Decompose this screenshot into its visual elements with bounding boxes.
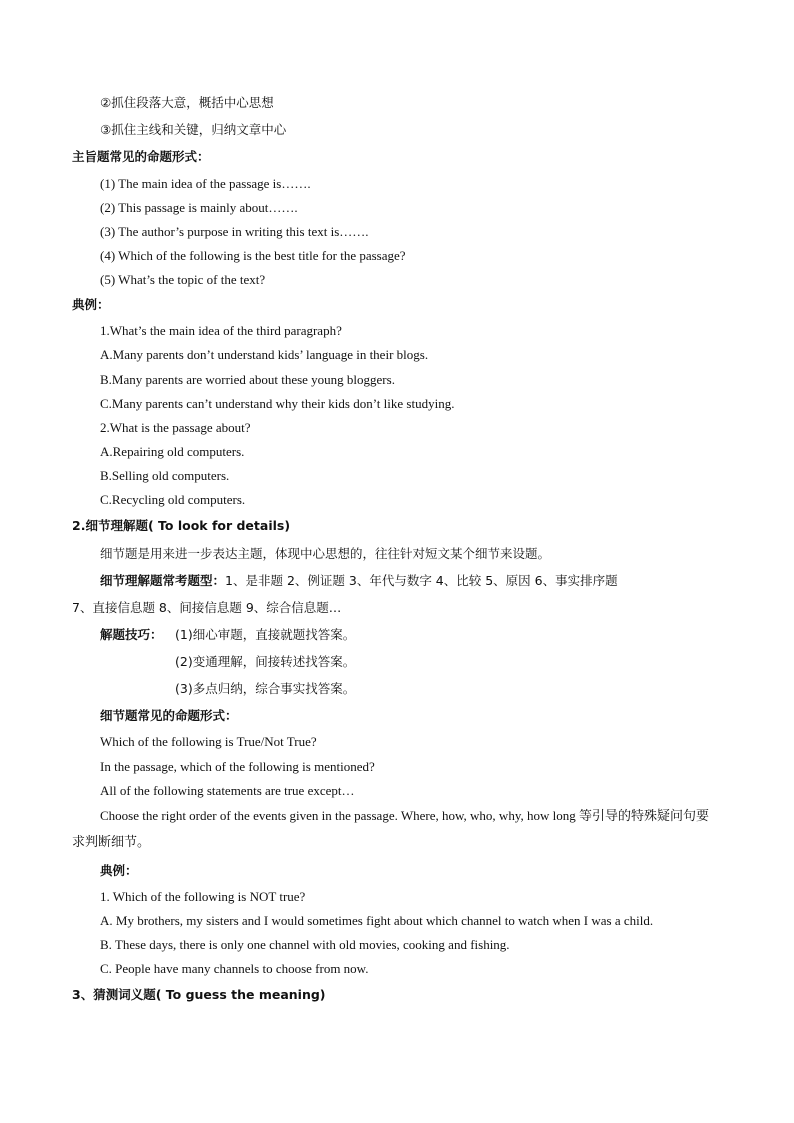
- text-line: B.Selling old computers.: [100, 468, 230, 483]
- section-heading: 典例：: [72, 297, 110, 312]
- inline-label: 解题技巧：: [100, 627, 163, 642]
- text-line: 1.What’s the main idea of the third paragraph?: [100, 323, 342, 338]
- text-line: (4) Which of the following is the best title for the passage?: [100, 248, 406, 263]
- text-line: (1) The main idea of the passage is…….: [100, 176, 311, 191]
- text-line: 1. Which of the following is NOT true?: [100, 889, 306, 904]
- text-line: (3)多点归纳，综合事实找答案。: [175, 681, 356, 696]
- text-line: Which of the following is True/Not True?: [100, 734, 317, 749]
- text-line: All of the following statements are true except…: [100, 783, 355, 798]
- text-line: (5) What’s the topic of the text?: [100, 272, 266, 287]
- text-line: B.Many parents are worried about these young bloggers.: [100, 372, 395, 387]
- text-line: ②抓住段落大意，概括中心思想: [100, 95, 274, 110]
- section-heading: 3、猜测词义题( To guess the meaning): [72, 987, 326, 1002]
- inline-text: 1、是非题 2、例证题 3、年代与数字 4、比较 5、原因 6、事实排序题: [225, 573, 618, 588]
- section-heading: 2.细节理解题( To look for details): [72, 518, 291, 533]
- text-line: (2)变通理解，间接转述找答案。: [175, 654, 356, 669]
- text-line: 7、直接信息题 8、间接信息题 9、综合信息题…: [72, 600, 342, 615]
- text-line: A.Repairing old computers.: [100, 444, 245, 459]
- section-heading: 典例：: [100, 863, 138, 878]
- text-line: ③抓住主线和关键，归纳文章中心: [100, 122, 287, 137]
- inline-label: 细节理解题常考题型：: [100, 573, 226, 588]
- section-heading: 主旨题常见的命题形式：: [72, 149, 210, 164]
- text-line: A. My brothers, my sisters and I would sometimes fight about which channel to watch when I was a child.: [100, 913, 654, 928]
- text-line: (3) The author’s purpose in writing this text is…….: [100, 224, 369, 239]
- text-line: B. These days, there is only one channel with old movies, cooking and fishing.: [100, 937, 510, 952]
- text-line: 细节题是用来进一步表达主题，体现中心思想的，往往针对短文某个细节来设题。: [100, 546, 551, 561]
- text-line: [100, 572, 618, 590]
- text-line: C. People have many channels to choose from now.: [100, 961, 369, 976]
- text-line: (1)细心审题，直接就题找答案。: [175, 627, 356, 642]
- text-line: 2.What is the passage about?: [100, 420, 251, 435]
- section-heading: 细节题常见的命题形式：: [100, 708, 238, 723]
- text-line: A.Many parents don’t understand kids’ language in their blogs.: [100, 347, 429, 362]
- text-paragraph: Choose the right order of the events given in the passage. Where, how, who, why, how long 等引导的特殊疑问句要求判断细节。: [72, 808, 709, 849]
- text-line: C.Many parents can’t understand why their kids don’t like studying.: [100, 396, 455, 411]
- text-line: In the passage, which of the following is mentioned?: [100, 759, 375, 774]
- text-line: (2) This passage is mainly about…….: [100, 200, 298, 215]
- text-line: C.Recycling old computers.: [100, 492, 246, 507]
